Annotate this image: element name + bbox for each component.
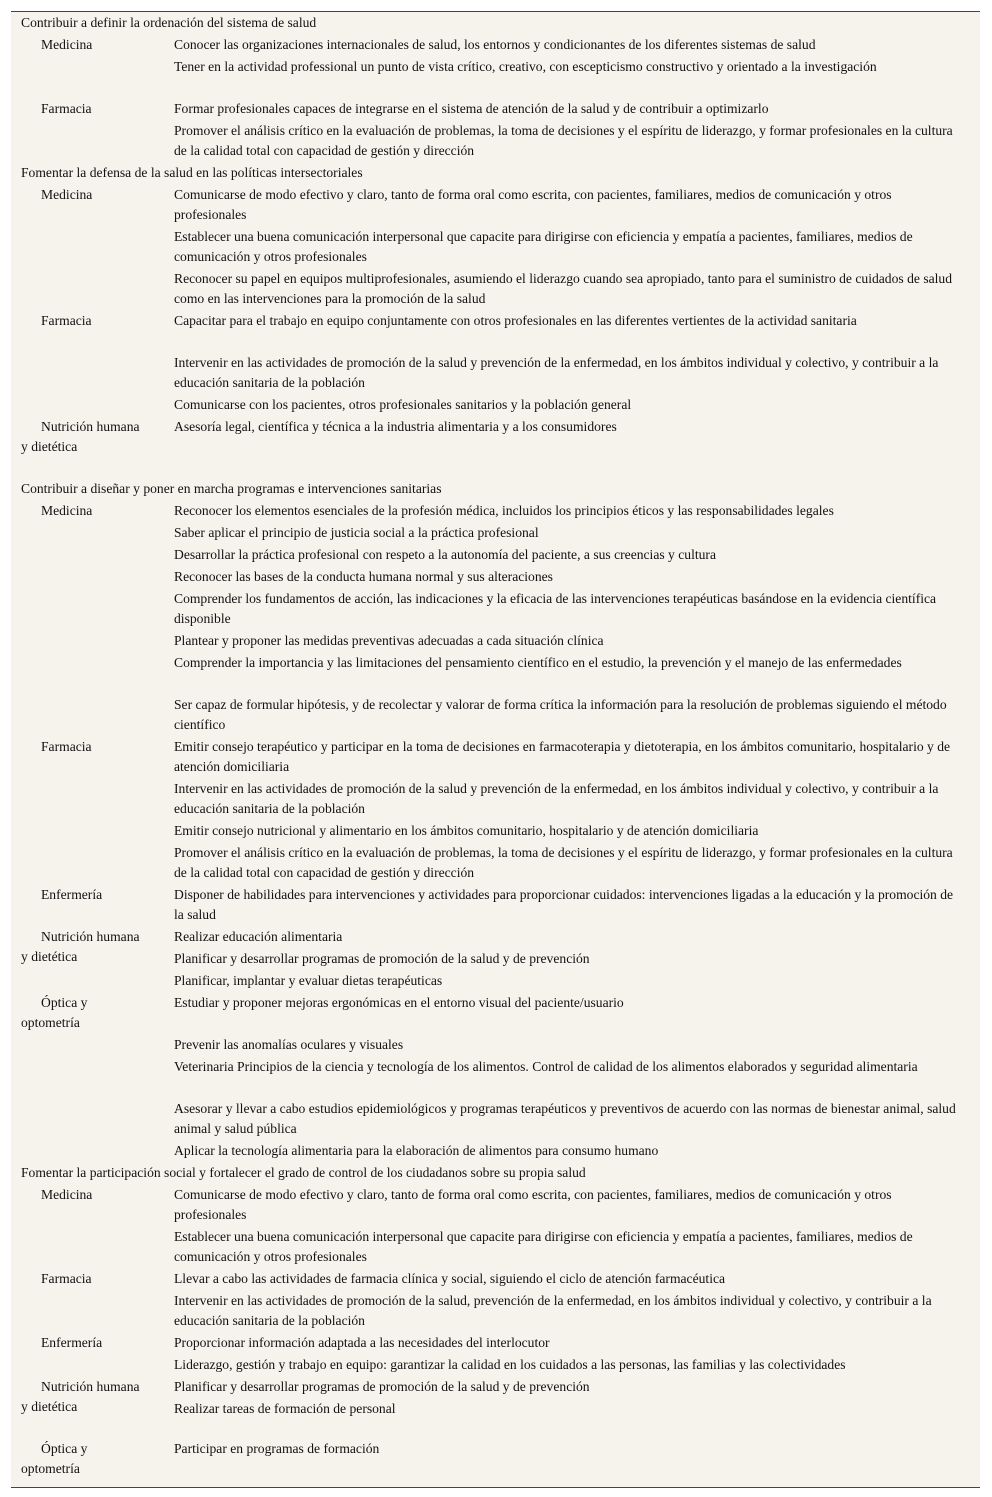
profession-label: Enfermería xyxy=(41,1335,103,1350)
competency-item: Reconocer los elementos esenciales de la profesión médica, incluidos los principios éticos y las responsabilidades legales xyxy=(174,503,834,518)
profession-label: Enfermería xyxy=(41,887,103,902)
competency-item: Prevenir las anomalías oculares y visuales xyxy=(174,1037,404,1052)
profession-label: Medicina xyxy=(41,1187,93,1202)
profession-label: Nutrición humana y dietética xyxy=(21,419,140,454)
profession-label: Farmacia xyxy=(41,313,92,328)
competency-item: Proporcionar información adaptada a las necesidades del interlocutor xyxy=(174,1335,550,1350)
profession-label: Óptica y optometría xyxy=(21,1441,88,1476)
competency-item: Comunicarse de modo efectivo y claro, tanto de forma oral como escrita, con pacientes, familiares, medios de comunicación y otros profesionales xyxy=(174,1187,892,1222)
competency-item: Realizar tareas de formación de personal xyxy=(174,1401,396,1416)
competency-item: Emitir consejo nutricional y alimentario en los ámbitos comunitario, hospitalario y de atención domiciliaria xyxy=(174,823,759,838)
competency-item: Realizar educación alimentaria xyxy=(174,929,343,944)
competency-item: Saber aplicar el principio de justicia social a la práctica profesional xyxy=(174,525,539,540)
competency-item: Disponer de habilidades para intervenciones y actividades para proporcionar cuidados: intervenciones ligadas a la educación y la promoción de la salud xyxy=(174,887,954,922)
competency-item: Liderazgo, gestión y trabajo en equipo: garantizar la calidad en los cuidados a las personas, las familias y las colectividades xyxy=(174,1357,846,1372)
competency-item: Emitir consejo terapéutico y participar en la toma de decisiones en farmacoterapia y dietoterapia, en los ámbitos comunitario, hospitalario y de atención domiciliaria xyxy=(174,739,951,774)
competency-item: Asesorar y llevar a cabo estudios epidemiológicos y programas terapéuticos y preventivos de acuerdo con las normas de bienestar animal, salud animal y salud pública xyxy=(174,1101,956,1136)
competency-item: Ser capaz de formular hipótesis, y de recolectar y valorar de forma crítica la información para la resolución de problemas siguiendo el método científico xyxy=(174,697,947,732)
competency-item: Capacitar para el trabajo en equipo conjuntamente con otros profesionales en las diferentes vertientes de la actividad sanitaria xyxy=(174,313,857,328)
competency-item: Comunicarse con los pacientes, otros profesionales sanitarios y la población general xyxy=(174,397,632,412)
competency-item: Planificar y desarrollar programas de promoción de la salud y de prevención xyxy=(174,1379,590,1394)
competency-item: Asesoría legal, científica y técnica a la industria alimentaria y a los consumidores xyxy=(174,419,617,434)
section-title: Contribuir a definir la ordenación del sistema de salud xyxy=(21,15,317,30)
profession-label: Farmacia xyxy=(41,739,92,754)
profession-label: Medicina xyxy=(41,37,93,52)
competency-item: Conocer las organizaciones internacionales de salud, los entornos y condicionantes de los diferentes sistemas de salud xyxy=(174,37,816,52)
competency-item: Planificar y desarrollar programas de promoción de la salud y de prevención xyxy=(174,951,590,966)
competency-item: Establecer una buena comunicación interpersonal que capacite para dirigirse con eficiencia y empatía a pacientes, familiares, medios de comunicación y otros profesionales xyxy=(174,229,913,264)
competency-item: Promover el análisis crítico en la evaluación de problemas, la toma de decisiones y el espíritu de liderazgo, y formar profesionales en la cultura de la calidad total con capacidad de gestión y dirección xyxy=(174,845,953,880)
competency-item: Veterinaria Principios de la ciencia y tecnología de los alimentos. Control de calidad de los alimentos elaborados y seguridad alimentaria xyxy=(174,1059,918,1074)
profession-label: Medicina xyxy=(41,503,93,518)
profession-label: Medicina xyxy=(41,187,93,202)
competency-item: Comprender los fundamentos de acción, las indicaciones y la eficacia de las intervenciones terapéuticas basándose en la evidencia científica disponible xyxy=(174,591,937,626)
profession-label: Óptica y optometría xyxy=(21,995,88,1030)
competency-item: Intervenir en las actividades de promoción de la salud, prevención de la enfermedad, en los ámbitos individual y colectivo, y contribuir a la educación sanitaria de la población xyxy=(174,1293,932,1328)
competency-item: Llevar a cabo las actividades de farmacia clínica y social, siguiendo el ciclo de atención farmacéutica xyxy=(174,1271,726,1286)
profession-label: Farmacia xyxy=(41,1271,92,1286)
competency-item: Plantear y proponer las medidas preventivas adecuadas a cada situación clínica xyxy=(174,633,604,648)
competency-item: Intervenir en las actividades de promoción de la salud y prevención de la enfermedad, en los ámbitos individual y colectivo, y contribuir a la educación sanitaria de la población xyxy=(174,781,939,816)
competency-item: Reconocer su papel en equipos multiprofesionales, asumiendo el liderazgo cuando sea apropiado, tanto para el suministro de cuidados de salud como en las intervenciones para la promoción de la salud xyxy=(174,271,953,306)
competency-item: Participar en programas de formación xyxy=(174,1441,380,1456)
profession-label: Farmacia xyxy=(41,101,92,116)
competency-item: Promover el análisis crítico en la evaluación de problemas, la toma de decisiones y el espíritu de liderazgo, y formar profesionales en la cultura de la calidad total con capacidad de gestión y dirección xyxy=(174,123,953,158)
section-title: Fomentar la participación social y fortalecer el grado de control de los ciudadanos sobre su propia salud xyxy=(21,1165,586,1180)
profession-label: Nutrición humana y dietética xyxy=(21,1379,140,1414)
profession-label: Nutrición humana y dietética xyxy=(21,929,140,964)
competency-item: Comunicarse de modo efectivo y claro, tanto de forma oral como escrita, con pacientes, familiares, medios de comunicación y otros profesionales xyxy=(174,187,892,222)
section-title: Contribuir a diseñar y poner en marcha programas e intervenciones sanitarias xyxy=(21,481,442,496)
competency-item: Estudiar y proponer mejoras ergonómicas en el entorno visual del paciente/usuario xyxy=(174,995,624,1010)
competencies-table xyxy=(11,11,980,1488)
competency-item: Desarrollar la práctica profesional con respeto a la autonomía del paciente, a sus creencias y cultura xyxy=(174,547,716,562)
competency-item: Aplicar la tecnología alimentaria para la elaboración de alimentos para consumo humano xyxy=(174,1143,659,1158)
competency-item: Planificar, implantar y evaluar dietas terapéuticas xyxy=(174,973,443,988)
competency-item: Intervenir en las actividades de promoción de la salud y prevención de la enfermedad, en los ámbitos individual y colectivo, y contribuir a la educación sanitaria de la población xyxy=(174,355,939,390)
competency-item: Comprender la importancia y las limitaciones del pensamiento científico en el estudio, la prevención y el manejo de las enfermedades xyxy=(174,655,902,670)
competency-item: Tener en la actividad professional un punto de vista crítico, creativo, con escepticismo constructivo y orientado a la investigación xyxy=(174,59,877,74)
competency-item: Reconocer las bases de la conducta humana normal y sus alteraciones xyxy=(174,569,553,584)
competency-item: Establecer una buena comunicación interpersonal que capacite para dirigirse con eficiencia y empatía a pacientes, familiares, medios de comunicación y otros profesionales xyxy=(174,1229,913,1264)
competency-item: Formar profesionales capaces de integrarse en el sistema de atención de la salud y de contribuir a optimizarlo xyxy=(174,101,769,116)
section-title: Fomentar la defensa de la salud en las políticas intersectoriales xyxy=(21,165,363,180)
